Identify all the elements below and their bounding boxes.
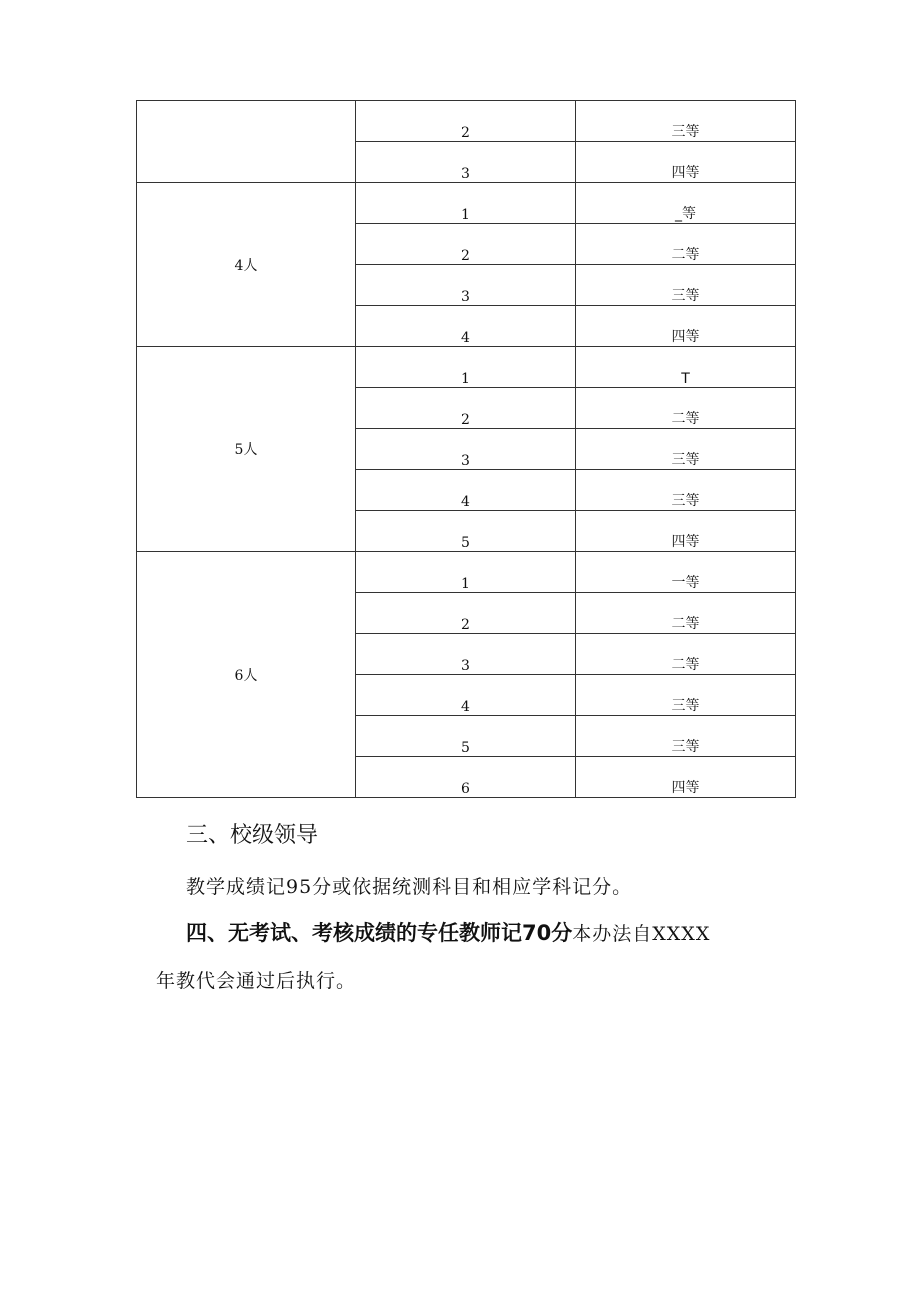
group-label: 4人 [137,183,356,347]
group-label [137,101,356,183]
rank-cell: 5 [356,511,576,552]
award-cell: 三等 [576,265,796,306]
rank-cell: 1 [356,347,576,388]
rank-cell: 2 [356,593,576,634]
award-cell: 四等 [576,306,796,347]
table-row [137,101,796,142]
grade-table-body [137,101,796,798]
rank-cell: 2 [356,388,576,429]
group-label: 5人 [137,347,356,552]
section3-text: 教学成绩记95分或依据统测科目和相应学科记分。 [186,876,633,898]
award-cell: T [576,347,796,388]
award-cell: 三等 [576,429,796,470]
rank-cell: 4 [356,675,576,716]
rank-cell: 2 [356,101,576,142]
rank-cell: 3 [356,142,576,183]
table-row [137,183,796,224]
award-cell: 一等 [576,552,796,593]
section4-heading: 四、无考试、考核成绩的专任教师记70分 [186,921,573,945]
rank-cell: 6 [356,757,576,798]
rank-cell: 2 [356,224,576,265]
rank-cell: 3 [356,265,576,306]
award-cell: 二等 [576,593,796,634]
rank-cell: 4 [356,306,576,347]
section4-text-cont: 年教代会通过后执行。 [156,970,357,992]
rank-cell: 3 [356,429,576,470]
table-row [137,347,796,388]
rank-cell: 5 [356,716,576,757]
table-row [137,552,796,593]
rank-cell: 4 [356,470,576,511]
award-cell: 四等 [576,511,796,552]
award-cell: 三等 [576,675,796,716]
award-cell: 三等 [576,470,796,511]
section4-text-tail: 本办法自XXXX [572,923,711,945]
section4-paragraph [186,917,710,947]
award-cell: 二等 [576,224,796,265]
award-cell: 二等 [576,388,796,429]
grade-table [136,100,796,798]
award-cell: 三等 [576,101,796,142]
group-label: 6人 [137,552,356,798]
award-cell: 三等 [576,716,796,757]
award-cell: 二等 [576,634,796,675]
section3-heading: 三、校级领导 [186,823,319,848]
rank-cell: 1 [356,552,576,593]
award-cell: 四等 [576,757,796,798]
award-cell: _等 [576,183,796,224]
rank-cell: 3 [356,634,576,675]
award-cell: 四等 [576,142,796,183]
rank-cell: 1 [356,183,576,224]
